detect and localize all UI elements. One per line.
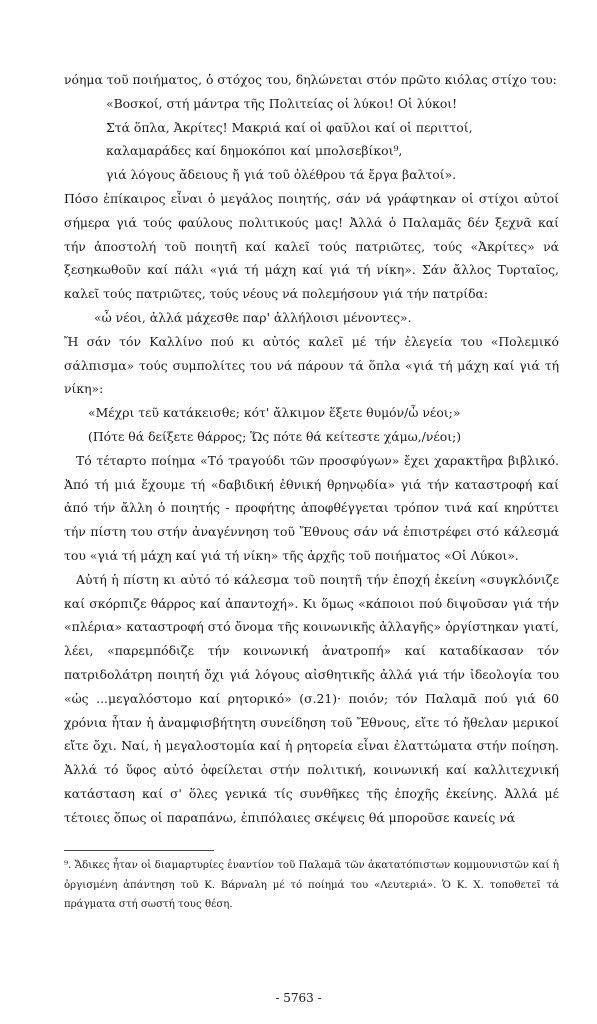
paragraph-1: νόημα τοῦ ποιήματος, ὁ στόχος του, δηλώνεται στόν πρῶτο κιόλας στίχο του: (64, 72, 557, 87)
verse-quote-2 (64, 306, 559, 330)
verse-line: «Μέχρι τεῦ κατάκεισθε; κότ' ἄλκιμον ἕξετε θυμόν/ὦ νέοι;» (88, 405, 461, 421)
verse-line: γιά λόγους ἄδειους ἤ γιά τοῦ ὀλέθρου τά ἔργα βαλτοί». (106, 167, 457, 183)
page-number: - 5763 - (275, 991, 322, 1005)
verse-quote-1 (64, 92, 559, 187)
footnote-text: ⁹. Ἄδικες ἦταν οἱ διαμαρτυρίες ἐναντίον τοῦ Παλαμᾶ τῶν ἀκατατόπιστων κομμουνιστῶν καί ἡ ὀργισμένη ἀπάντηση τοῦ Κ. Βάρναλη μέ τό ποίημά του «Λευτεριά». Ὁ Κ. Χ. τοποθετεῖ τά πράγματα στή σωστή τους θέση. (64, 860, 559, 911)
verse-line: καλαμαράδες καί δημοκόποι καί μπολσεβίκοι⁹, (106, 143, 403, 159)
footnote-rule (64, 850, 214, 851)
footnote (64, 856, 559, 915)
verse-quote-3 (64, 401, 559, 449)
verse-line: Στά ὅπλα, Ἀκρίτες! Μακριά καί οἱ φαῦλοι καί οἱ περιττοί, (106, 119, 473, 135)
verse-line: «Βοσκοί, στή μάντρα τῆς Πολιτείας οἱ λύκοι! Οἱ λύκοι! (106, 95, 458, 111)
paragraph-3: Ἤ σάν τόν Καλλίνο πού κι αὐτός καλεῖ μέ τήν ἐλεγεία του «Πολεμικό σάλπισμα» τούς συμπολίτες του νά πάρουν τά ὅπλα «γιά τή μάχη καί γιά τή νίκη»: (64, 333, 559, 397)
paragraph-5: Αὐτή ἡ πίστη κι αὐτό τό κάλεσμα τοῦ ποιητῆ τήν ἐποχή ἐκείνη «συγκλόνιζε καί σκόρπιζε θάρρος καί ἀπαντοχή». Κι ὅμως «κάποιοι πού διψοῦσαν γιά τήν «πλέρια» καταστροφή στό ὄνομα τῆς κοινωνικῆς ἀλλαγῆς» ὀργίστηκαν γιατί, λέει, «παρεμπόδιζε τήν κοινωνική ἀνατροπή» καί καταδίκασαν τόν πατριδολάτρη ποιητή ὄχι γιά λόγους αἰσθητικῆς ἀλλά γιά τήν ἰδεολογία του «ὡς ...μεγαλόστομο καί ρητορικό» (σ.21)· ποιόν; τόν Παλαμᾶ πού γιά 60 χρόνια ἦταν ἡ ἀναμφισβήτητη συνείδηση τοῦ Ἔθνους, εἴτε τό ἤθελαν μερικοί εἴτε ὄχι. Ναί, ἡ μεγαλοστομία καί ἡ ρητορεία εἶναι ἐλαττώματα στήν ποίηση. Ἀλλά τό ὕφος αὐτό ὀφείλεται στήν πολιτική, κοινωνική καί καλλιτεχνική κατάσταση καί σ' ὅλες γενικά τίς συνθῆκες τῆς ἐποχῆς ἐκείνης. Ἀλλά μέ τέτοιες ὅπως οἱ παραπάνω, ἐπιπόλαιες σκέψεις θά μποροῦσε κανείς νά (64, 571, 559, 825)
main-text (64, 68, 559, 830)
paragraph-2: Πόσο ἐπίκαιρος εἶναι ὁ μεγάλος ποιητής, σάν νά γράφτηκαν οἱ στίχοι αὐτοί σήμερα γιά τούς φαύλους πολιτικούς μας! Ἀλλά ὁ Παλαμᾶς δέν ξεχνᾶ καί τήν ἀποστολή τοῦ ποιητῆ καί καλεῖ τούς πατριῶτες, τούς «Ἀκρίτες» νά ξεσηκωθοῦν καί πάλι «γιά τή μάχη καί γιά τή νίκη». Σάν ἄλλος Τυρταῖος, καλεῖ τούς πατριῶτες, τούς νέους νά πολεμήσουν γιά τήν πατρίδα: (64, 190, 559, 302)
verse-line: (Πότε θά δείξετε θάρρος; Ὥς πότε θά κείτεστε χάμω,/νέοι;) (88, 428, 462, 444)
paragraph-4: Τό τέταρτο ποίημα «Τό τραγούδι τῶν προσφύγων» ἔχει χαρακτῆρα βιβλικό. Ἀπό τή μιά ἔχουμε τή «δαβιδική ἐθνική θρηνῳδία» γιά τήν καταστροφή καί ἀπό τήν ἄλλη ὁ ποιητής - προφήτης ἀποφθέγγεται τρόπον τινά καί κηρύττει τήν πίστη του στήν ἀναγέννηση τοῦ Ἔθνους σάν νά ἐπιστρέφει στό κάλεσμά του «γιά τή μάχη καί γιά τή νίκη» τῆς ἀρχῆς τοῦ ποιήματος «Οἱ Λύκοι». (64, 452, 559, 563)
verse-line: «ὦ νέοι, ἀλλά μάχεσθε παρ' ἀλλήλοισι μένοντες». (94, 309, 412, 325)
